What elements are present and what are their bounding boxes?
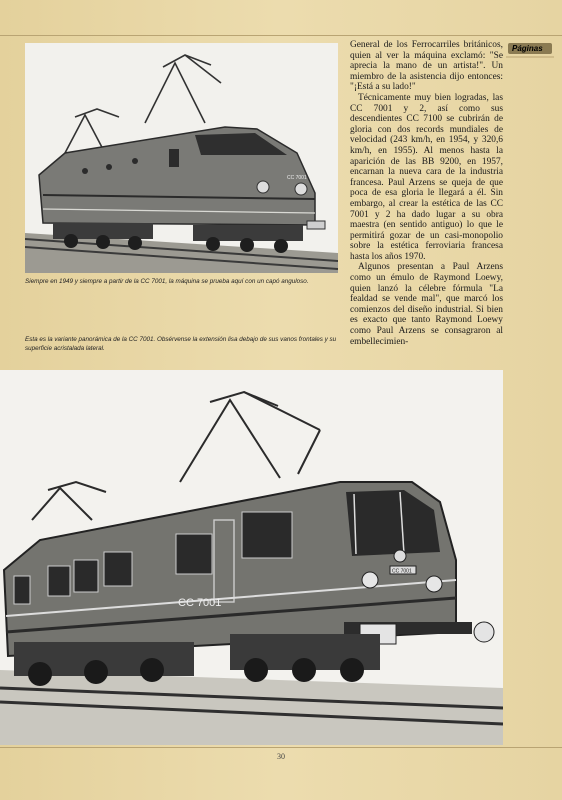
magazine-logo	[506, 40, 554, 60]
locomotive-illustration-bottom	[0, 370, 503, 745]
photo-locomotive-panoramic	[0, 370, 503, 745]
locomotive-illustration-top	[25, 43, 338, 273]
numberplate-top: CC 7001	[287, 175, 307, 181]
page-number: 30	[277, 752, 285, 761]
article-column	[350, 40, 503, 347]
photo-locomotive-angular-hood	[25, 43, 338, 273]
footer-rule	[0, 747, 562, 748]
logo-text: Páginas	[512, 44, 543, 53]
article-paragraph: General de los Ferrocarriles británicos, quien al ver la máquina exclamó: "Se aprecia la mano de un artista!". Un miembro de la asistencia dijo entonces: "¡Está a su lado!"	[350, 40, 503, 93]
side-lettering: CC 7001	[178, 597, 222, 609]
header-rule	[0, 35, 562, 36]
numberplate-bottom: CC 7001	[392, 568, 412, 575]
caption-panoramic: Esta es la variante panorámica de la CC 7001. Obsérvense la extensión lisa debajo de sus vanos frontales y su superficie acristalada lateral.	[25, 336, 337, 352]
article-paragraph: Algunos presentan a Paul Arzens como un émulo de Raymond Loewy, quien lanzó la célebre fórmula "La fealdad se vende mal", que marcó los comienzos del diseño industrial. Si bien es exacto que tanto Raymond Loewy como Paul Arzens se consagraron al embellecimien-	[350, 262, 503, 347]
caption-top: Siempre en 1949 y siempre a partir de la CC 7001, la máquina se prueba aquí con un capó anguloso.	[25, 278, 309, 285]
article-paragraph: Técnicamente muy bien logradas, las CC 7001 y 2, así como sus descendientes CC 7100 se cubrirán de gloria con dos records mundiales de velocidad (243 km/h, en 1954, y 320,6 km/h, en 1955). Al menos hasta la aparición de las BB 9200, en 1957, encarnan la nueva cara de la industria francesa. Paul Arzens se queja de que poca de esa gloria le llegará a él. Sin embargo, al crear la estética de las CC 7001 y 2 ha dado lugar a su obra maestra (en sentido antiguo) lo que le permitirá gozar de un casi-monopolio sobre la estética ferroviaria francesa hasta los años 1970.	[350, 92, 503, 262]
